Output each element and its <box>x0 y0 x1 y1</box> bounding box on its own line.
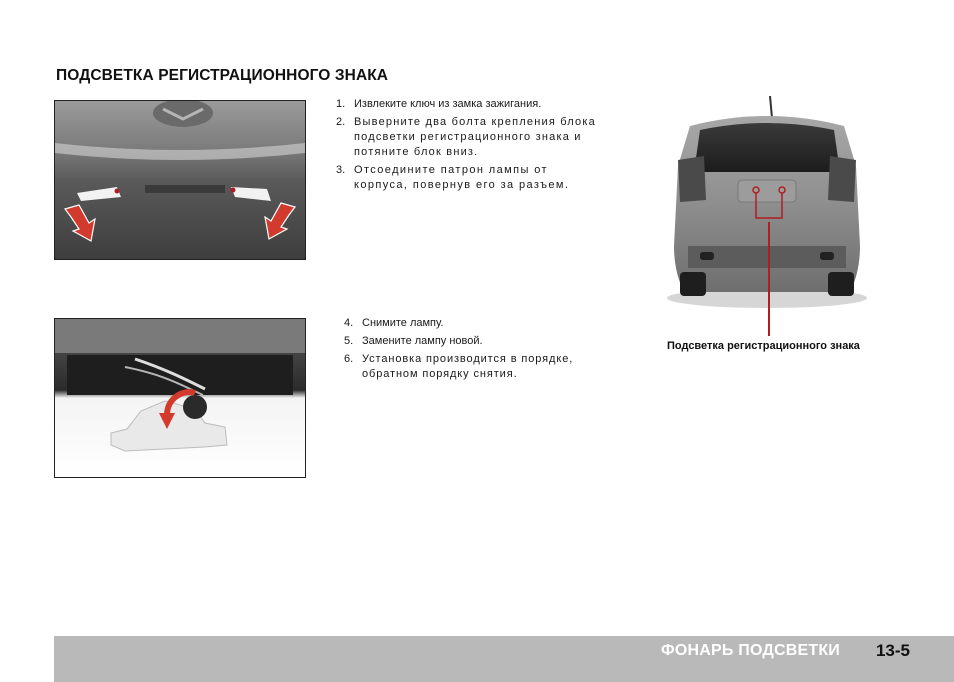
step-text: Замените лампу новой. <box>362 335 483 347</box>
step-item <box>344 352 614 382</box>
step-number: 5. <box>344 335 354 347</box>
step-number: 4. <box>344 317 354 329</box>
step-number: 3. <box>336 164 346 176</box>
step-item <box>336 115 598 160</box>
photo-remove-lamp-unit <box>54 100 306 260</box>
step-number: 1. <box>336 98 346 110</box>
step-item <box>344 334 614 349</box>
footer-section-title: ФОНАРЬ ПОДСВЕТКИ <box>661 642 840 659</box>
step-text: Извлеките ключ из замка зажигания. <box>354 98 542 110</box>
page-number: 13-5 <box>875 641 910 660</box>
step-item <box>336 163 598 193</box>
step-text: Снимите лампу. <box>362 317 444 329</box>
page-footer <box>54 636 954 682</box>
steps-list-removal <box>336 97 598 196</box>
steps-list-replacement <box>344 316 614 385</box>
step-number: 2. <box>336 116 346 128</box>
step-text: Выверните два болта крепления блока подсветки регистрационного знака и потяните блок вниз. <box>354 116 596 158</box>
page-title: ПОДСВЕТКА РЕГИСТРАЦИОННОГО ЗНАКА <box>56 67 389 84</box>
photo-replace-bulb <box>54 318 306 478</box>
callout-line <box>768 222 770 336</box>
step-item <box>344 316 614 331</box>
figure-caption: Подсветка регистрационного знака <box>667 340 860 352</box>
step-number: 6. <box>344 353 354 365</box>
step-item <box>336 97 598 112</box>
step-text: Отсоедините патрон лампы от корпуса, повернув его за разъем. <box>354 164 570 191</box>
step-text: Установка производится в порядке, обратном порядку снятия. <box>362 353 574 380</box>
